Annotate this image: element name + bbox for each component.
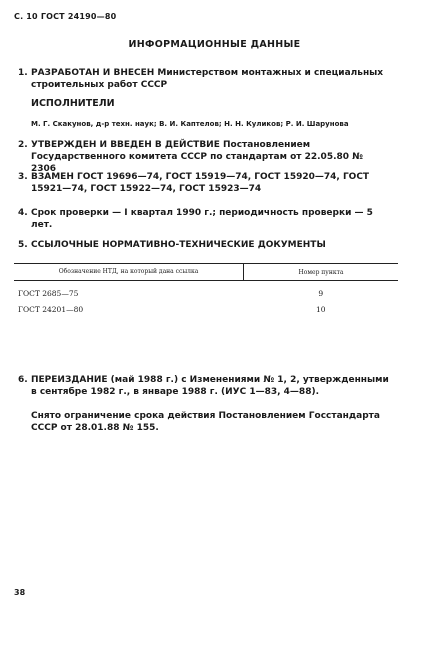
table-row <box>14 281 398 302</box>
section-3-number: 3. <box>18 172 28 182</box>
section-4-number: 4. <box>18 208 28 218</box>
table-cell-doc: ГОСТ 24201—80 <box>18 304 84 314</box>
section-1-text: РАЗРАБОТАН И ВНЕСЕН Министерством монтажных и специальных строительных работ СССР <box>31 68 384 90</box>
performers-heading: ИСПОЛНИТЕЛИ <box>31 98 115 109</box>
section-2-number: 2. <box>18 140 28 150</box>
table-cell-item: 9 <box>318 288 324 298</box>
section-5-number: 5. <box>18 240 28 250</box>
section-1-number: 1. <box>18 68 28 78</box>
performers-list: М. Г. Скакунов, д-р техн. наук; В. И. Каптелов; Н. Н. Куликов; Р. И. Шарунова <box>31 120 349 128</box>
table-cell-item: 10 <box>315 304 326 314</box>
table-cell-doc: ГОСТ 2685—75 <box>18 288 79 298</box>
table-header-doc: Обозначение НТД, на который дана ссылка <box>14 264 244 281</box>
section-5-text: ССЫЛОЧНЫЕ НОРМАТИВНО-ТЕХНИЧЕСКИЕ ДОКУМЕНТЫ <box>31 240 326 250</box>
section-6-number: 6. <box>18 375 28 385</box>
page-title: ИНФОРМАЦИОННЫЕ ДАННЫЕ <box>128 39 301 50</box>
section-2-text: УТВЕРЖДЕН И ВВЕДЕН В ДЕЙСТВИЕ Постановлением Государственного комитета СССР по стандартам от 22.05.80 № 2306 <box>31 140 363 174</box>
section-6-note: Снято ограничение срока действия Постановлением Госстандарта СССР от 28.01.88 № 155. <box>31 411 380 433</box>
table-header-row <box>14 264 398 281</box>
table-row <box>14 301 398 317</box>
page-number: 38 <box>14 588 26 597</box>
section-3-text: ВЗАМЕН ГОСТ 19696—74, ГОСТ 15919—74, ГОСТ 15920—74, ГОСТ 15921—74, ГОСТ 15922—74, ГОСТ 15923—74 <box>31 172 370 194</box>
running-header: С. 10 ГОСТ 24190—80 <box>14 12 117 21</box>
references-table <box>14 263 398 317</box>
section-4-text: Срок проверки — I квартал 1990 г.; периодичность проверки — 5 лет. <box>31 208 373 230</box>
section-6-text: ПЕРЕИЗДАНИЕ (май 1988 г.) с Изменениями № 1, 2, утвержденными в сентябре 1982 г., в январе 1988 г. (ИУС 1—83, 4—88). <box>31 375 389 397</box>
table-header-item: Номер пункта <box>244 264 399 281</box>
